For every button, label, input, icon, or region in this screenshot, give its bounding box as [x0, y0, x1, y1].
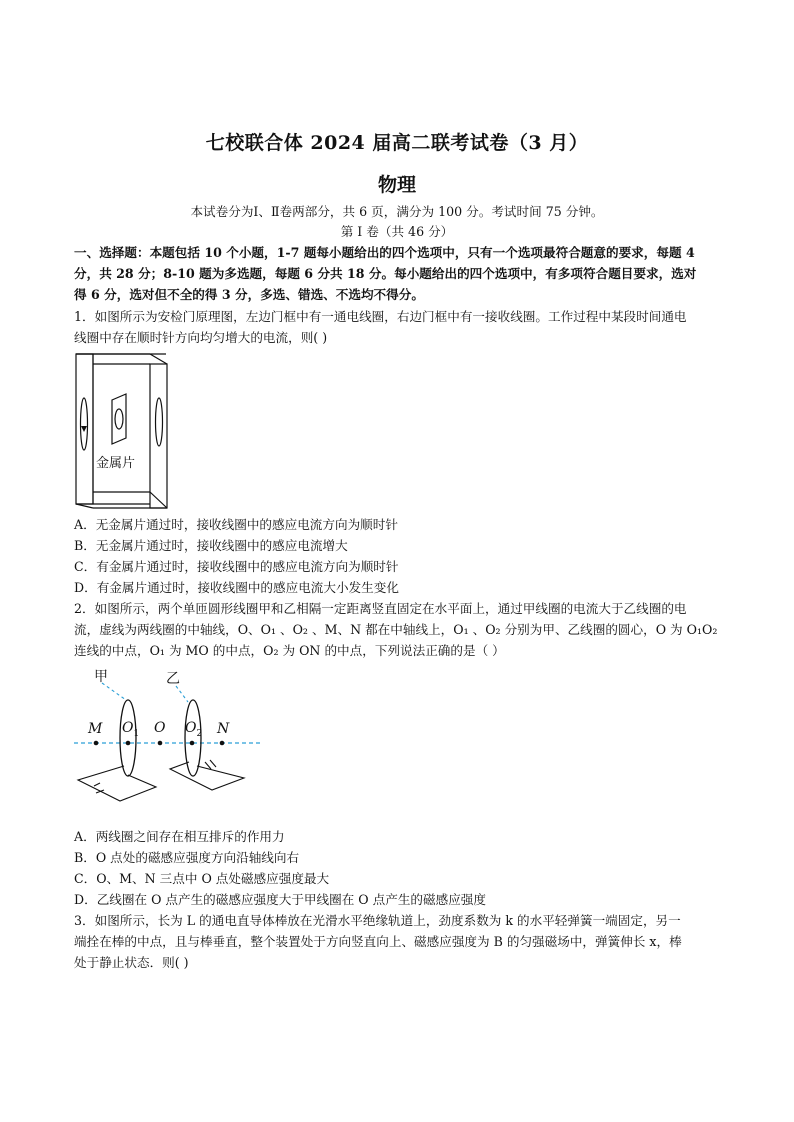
q3-stem-line-2: 端拴在棒的中点，且与棒垂直，整个装置处于方向竖直向上、磁感应强度为 B 的匀强磁场中，弹簧伸长 x，棒	[74, 934, 682, 949]
coil-jia-label: 甲	[94, 669, 108, 685]
q2-stem-line-1: 2．如图所示，两个单匝圆形线圈甲和乙相隔一定距离竖直固定在水平面上，通过甲线圈的电流大于乙线圈的电	[74, 601, 687, 616]
subject-title: 物理	[377, 174, 416, 196]
q1-option-c: C．有金属片通过时，接收线圈中的感应电流方向为顺时针	[74, 559, 399, 574]
point-n-label: N	[217, 721, 230, 737]
q3-stem-line-1: 3．如图所示，长为 L 的通电直导体棒放在光滑水平绝缘轨道上，劲度系数为 k 的水平轻弹簧一端固定，另一	[74, 913, 681, 928]
point-o1-label: $O_1$	[122, 720, 140, 739]
q2-option-d: D．乙线圈在 O 点产生的磁感应强度大于甲线圈在 O 点产生的磁感应强度	[74, 892, 486, 907]
coil-yi-label: 乙	[166, 671, 180, 687]
q2-option-c: C．O、M、N 三点中 O 点处磁感应强度最大	[74, 871, 330, 886]
q1-stem-line-2: 线圈中存在顺时针方向均匀增大的电流，则( )	[74, 330, 328, 345]
point-m-label: M	[88, 721, 103, 737]
q1-stem-line-1: 1．如图所示为安检门原理图，左边门框中有一通电线圈，右边门框中有一接收线圈。工作过程中某段时间通电	[74, 309, 687, 324]
q1-option-a: A．无金属片通过时，接收线圈中的感应电流方向为顺时针	[74, 517, 398, 532]
q3-stem-line-3: 处于静止状态．则( )	[74, 955, 189, 970]
q1-security-door-figure	[74, 352, 186, 514]
q1-option-b: B．无金属片通过时，接收线圈中的感应电流增大	[74, 538, 348, 553]
point-o-label: O	[154, 720, 166, 736]
section-instructions-line-2: 分，共 28 分；8-10 题为多选题，每题 6 分共 18 分。每小题给出的四个选项中，有多项符合题目要求，选对	[74, 266, 697, 281]
exam-intro: 本试卷分为Ⅰ、Ⅱ卷两部分，共 6 页，满分为 100 分。考试时间 75 分钟。	[190, 204, 604, 219]
section-instructions-line-3: 得 6 分，选对但不全的得 3 分，多选、错选、不选均不得分。	[74, 287, 424, 302]
section-instructions-line-1: 一、选择题：本题包括 10 个小题，1-7 题每小题给出的四个选项中，只有一个选项最符合题意的要求，每题 4	[74, 245, 695, 260]
volume-heading: 第 Ⅰ 卷（共 46 分）	[340, 224, 454, 239]
point-o2-label: $O_2$	[185, 720, 203, 739]
q2-option-a: A．两线圈之间存在相互排斥的作用力	[74, 829, 285, 844]
exam-title: 七校联合体 2024 届高二联考试卷（3 月）	[205, 132, 589, 154]
q2-stem-line-3: 连线的中点，O₁ 为 MO 的中点，O₂ 为 ON 的中点，下列说法正确的是（ ）	[74, 643, 505, 658]
q2-option-b: B．O 点处的磁感应强度方向沿轴线向右	[74, 850, 300, 865]
q2-stem-line-2: 流，虚线为两线圈的中轴线，O、O₁ 、O₂ 、M、N 都在中轴线上，O₁ 、O₂ 分别为甲、乙线圈的圆心，O 为 O₁O₂	[74, 622, 718, 637]
q1-option-d: D．有金属片通过时，接收线圈中的感应电流大小发生变化	[74, 580, 399, 595]
metal-piece-label: 金属片	[96, 456, 136, 471]
q2-two-coils-figure	[72, 666, 272, 816]
